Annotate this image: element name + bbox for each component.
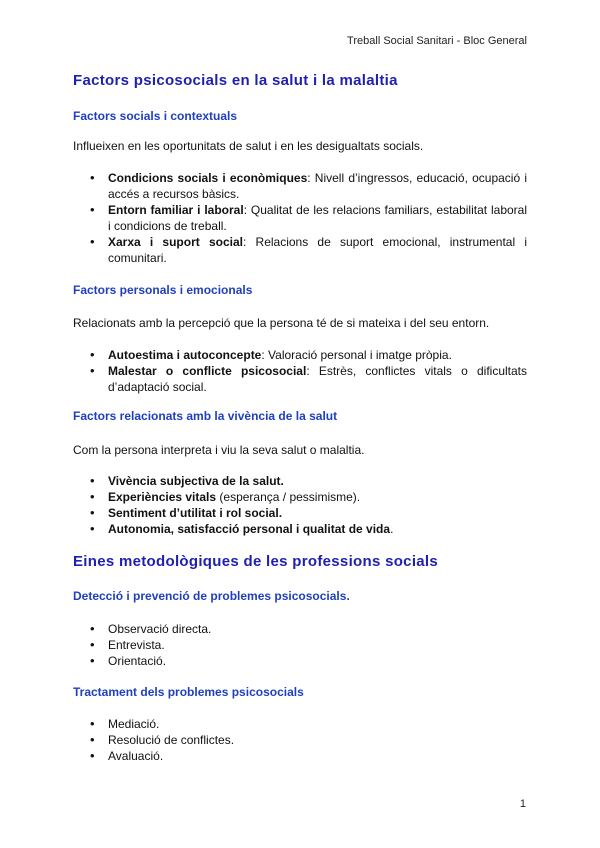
sub2-list <box>73 347 527 395</box>
list-item: • Avaluació. <box>73 748 527 764</box>
sub5-list <box>73 716 527 764</box>
list-item: • Resolució de conflictes. <box>73 732 527 748</box>
section1-title: Factors psicosocials en la salut i la malaltia <box>73 72 398 89</box>
sub5-title: Tractament dels problemes psicosocials <box>73 685 304 699</box>
sub1-title: Factors socials i contextuals <box>73 109 238 123</box>
item-desc: : Relacions de suport emocional, instrumental i comunitari. <box>108 235 527 265</box>
item-term: Malestar o conflicte psicosocial <box>108 364 307 378</box>
item-term: Entorn familiar i laboral <box>108 203 244 217</box>
sub4-list <box>73 621 527 669</box>
list-item: • Mediació. <box>73 716 527 732</box>
list-item <box>73 234 527 266</box>
list-item <box>73 521 527 537</box>
list-item <box>73 202 527 234</box>
item-desc: (esperança / pessimisme). <box>216 490 361 504</box>
item-term: Condicions socials i econòmiques <box>108 171 308 185</box>
list-item <box>73 473 527 489</box>
list-item <box>73 363 527 395</box>
sub1-intro: Influeixen en les oportunitats de salut i en les desigualtats socials. <box>73 139 424 153</box>
item-desc: : Estrès, conflictes vitals o dificultats d’adaptació social. <box>108 364 528 394</box>
item-term: Experiències vitals <box>108 490 217 504</box>
page-header: Treball Social Sanitari - Bloc General <box>347 35 527 47</box>
item-desc: : Nivell d’ingressos, educació, ocupació i accés a recursos bàsics. <box>108 171 527 201</box>
section2-title: Eines metodològiques de les professions socials <box>73 553 439 570</box>
sub2-title: Factors personals i emocionals <box>73 283 253 297</box>
list-item <box>73 489 527 505</box>
list-item <box>73 505 527 521</box>
sub4-title: Detecció i prevenció de problemes psicosocials. <box>73 589 350 603</box>
item-term: Sentiment d’utilitat i rol social. <box>108 506 283 520</box>
item-desc: : Qualitat de les relacions familiars, estabilitat laboral i condicions de treball. <box>108 203 528 233</box>
item-desc: . <box>390 522 394 536</box>
sub1-list <box>73 170 527 266</box>
page-number: 1 <box>519 798 526 810</box>
list-item: • Orientació. <box>73 653 527 669</box>
item-term: Xarxa i suport social <box>108 235 243 249</box>
item-term: Autoestima i autoconcepte <box>108 348 262 362</box>
sub3-title: Factors relacionats amb la vivència de la salut <box>73 409 338 423</box>
item-term: Vivència subjectiva de la salut. <box>108 474 284 488</box>
item-term: Autonomia, satisfacció personal i qualitat de vida <box>108 522 391 536</box>
sub3-list <box>73 473 527 537</box>
sub3-intro: Com la persona interpreta i viu la seva salut o malaltia. <box>73 443 365 457</box>
sub2-intro: Relacionats amb la percepció que la persona té de si mateixa i del seu entorn. <box>73 316 490 330</box>
list-item <box>73 170 527 202</box>
list-item <box>73 347 527 363</box>
item-desc: : Valoració personal i imatge pròpia. <box>261 348 452 362</box>
list-item: • Entrevista. <box>73 637 527 653</box>
list-item: • Observació directa. <box>73 621 527 637</box>
